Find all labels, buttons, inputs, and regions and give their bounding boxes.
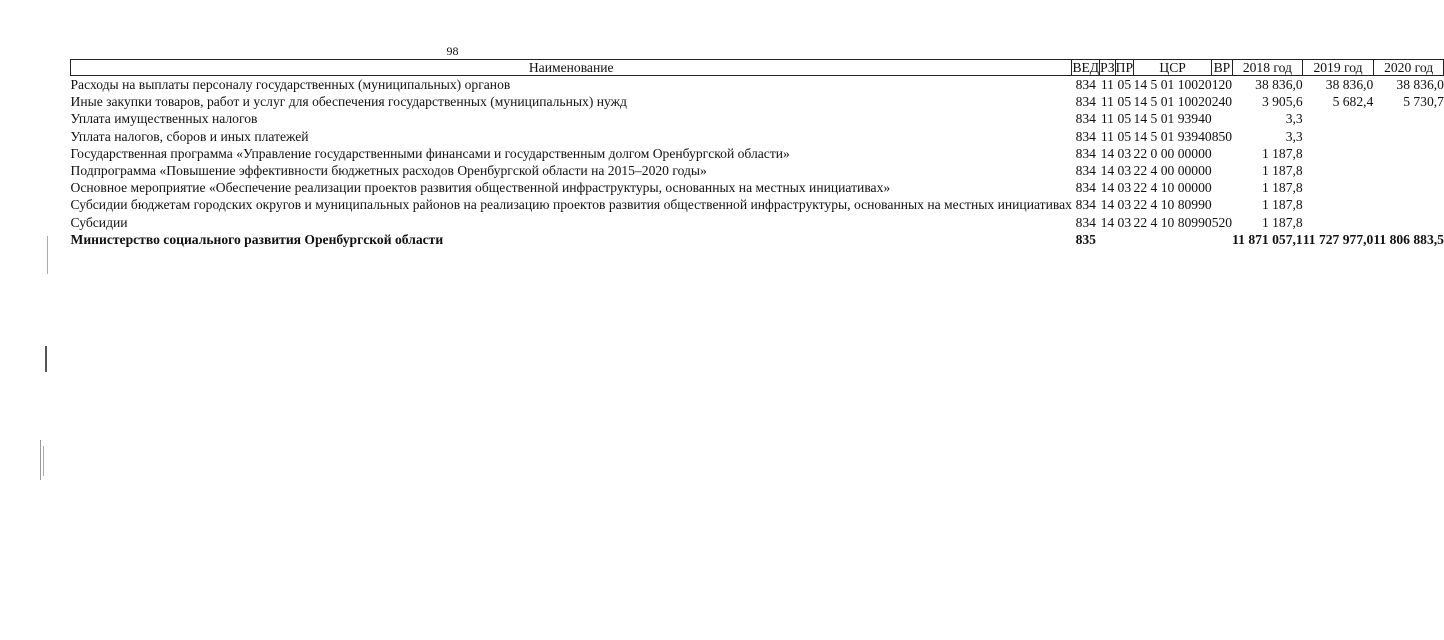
row-vr	[1212, 162, 1232, 179]
row-csr	[1134, 231, 1212, 248]
row-name: Уплата налогов, сборов и иных платежей	[70, 128, 309, 144]
row-ved: 834	[1075, 145, 1096, 161]
row-name: Субсидии бюджетам городских округов и муниципальных районов на реализацию проектов развития общественной инфраструктуры, основанных на местных инициативах	[70, 197, 1072, 213]
row-csr: 14 5 01 93940	[1133, 111, 1212, 127]
row-name: Государственная программа «Управление государственными финансами и государственным долгом Оренбургской области»	[70, 145, 790, 161]
row-2020	[1373, 110, 1444, 127]
row-ved: 834	[1075, 180, 1096, 196]
row-ved: 834	[1075, 128, 1096, 144]
header-name: Наименование	[71, 60, 1072, 76]
row-2018: 1 187,8	[1261, 180, 1303, 196]
table-row	[71, 231, 1444, 248]
row-name: Министерство социального развития Оренбургской области	[70, 231, 444, 247]
row-2019	[1303, 110, 1374, 127]
row-2020	[1373, 214, 1444, 231]
row-2020: 11 806 883,5	[1373, 231, 1444, 247]
header-vr: ВР	[1213, 60, 1231, 75]
row-vr	[1212, 110, 1232, 127]
table-row	[71, 128, 1444, 145]
row-ved: 835	[1075, 231, 1096, 247]
row-pr: 03	[1117, 163, 1132, 179]
row-csr: 22 4 00 00000	[1133, 163, 1212, 179]
header-pr: ПР	[1115, 60, 1134, 75]
row-rz: 11	[1100, 128, 1114, 144]
row-name: Подпрограмма «Повышение эффективности бюджетных расходов Оренбургской области на 2015–2020 годы»	[70, 163, 707, 179]
row-2019	[1303, 128, 1374, 145]
row-rz: 14	[1100, 214, 1115, 230]
table-row	[71, 196, 1444, 213]
row-2018: 3,3	[1285, 128, 1303, 144]
header-ved: ВЕД	[1072, 60, 1100, 75]
row-rz: 14	[1100, 197, 1115, 213]
row-csr: 22 4 10 80990	[1133, 197, 1212, 213]
row-pr	[1115, 231, 1133, 248]
header-rz: РЗ	[1100, 60, 1115, 75]
row-2019	[1303, 196, 1374, 213]
row-pr: 03	[1117, 214, 1132, 230]
row-rz: 14	[1100, 180, 1115, 196]
row-pr: 05	[1117, 77, 1132, 92]
row-rz	[1100, 231, 1116, 248]
row-rz: 11	[1100, 111, 1114, 127]
row-2020: 38 836,0	[1396, 77, 1444, 92]
row-pr: 05	[1117, 111, 1132, 127]
row-2020	[1373, 196, 1444, 213]
row-rz: 14	[1100, 163, 1115, 179]
row-2020: 5 730,7	[1403, 94, 1444, 110]
row-ved: 834	[1075, 163, 1096, 179]
row-name: Иные закупки товаров, работ и услуг для обеспечения государственных (муниципальных) нужд	[70, 94, 627, 110]
row-pr: 05	[1117, 128, 1132, 144]
budget-table	[70, 59, 1444, 248]
header-2019: 2019 год	[1303, 60, 1374, 76]
row-2019: 38 836,0	[1325, 77, 1374, 92]
row-2020	[1373, 128, 1444, 145]
row-2018: 3 905,6	[1261, 94, 1303, 110]
row-vr	[1212, 196, 1232, 213]
header-2020: 2020 год	[1373, 60, 1444, 76]
row-ved: 834	[1075, 111, 1096, 127]
header-2018: 2018 год	[1232, 60, 1303, 76]
header-csr: ЦСР	[1134, 60, 1212, 76]
row-ved: 834	[1075, 214, 1096, 230]
row-csr: 22 4 10 00000	[1133, 180, 1212, 196]
row-2020	[1373, 179, 1444, 196]
row-name: Уплата имущественных налогов	[70, 111, 258, 127]
row-vr: 120	[1211, 77, 1233, 92]
row-name: Расходы на выплаты персоналу государственных (муниципальных) органов	[70, 77, 511, 92]
row-vr: 850	[1211, 128, 1233, 144]
row-pr: 03	[1117, 145, 1132, 161]
row-2019	[1303, 162, 1374, 179]
scan-mark	[43, 446, 44, 476]
row-2018: 11 871 057,1	[1232, 231, 1303, 247]
scan-mark	[40, 440, 41, 480]
row-pr: 03	[1117, 197, 1132, 213]
row-vr: 240	[1211, 94, 1233, 110]
row-ved: 834	[1075, 77, 1096, 92]
row-vr: 520	[1211, 214, 1233, 230]
row-csr: 14 5 01 93940	[1133, 128, 1212, 144]
table-row	[71, 76, 1444, 94]
row-2018: 1 187,8	[1261, 214, 1303, 230]
table-header-row	[71, 60, 1444, 76]
row-2018: 1 187,8	[1261, 163, 1303, 179]
row-2019	[1303, 145, 1374, 162]
row-2019: 11 727 977,0	[1302, 231, 1374, 247]
row-rz: 11	[1100, 94, 1114, 110]
row-2018: 3,3	[1285, 111, 1303, 127]
row-csr: 22 0 00 00000	[1133, 145, 1212, 161]
row-2019	[1303, 214, 1374, 231]
row-pr: 05	[1117, 94, 1132, 110]
row-2018: 1 187,8	[1261, 197, 1303, 213]
row-vr	[1212, 231, 1232, 248]
row-vr	[1212, 145, 1232, 162]
row-2018: 38 836,0	[1255, 77, 1303, 92]
table-row	[71, 214, 1444, 231]
row-2018: 1 187,8	[1261, 145, 1303, 161]
row-vr	[1212, 179, 1232, 196]
row-ved: 834	[1075, 94, 1096, 110]
row-2019	[1303, 179, 1374, 196]
scan-mark	[45, 346, 47, 372]
row-pr: 03	[1117, 180, 1132, 196]
row-name: Субсидии	[70, 214, 128, 230]
table-row	[71, 93, 1444, 110]
table-row	[71, 145, 1444, 162]
row-2020	[1373, 145, 1444, 162]
row-name: Основное мероприятие «Обеспечение реализации проектов развития общественной инфраструктуры, основанных на местных инициативах»	[70, 180, 891, 196]
row-csr: 14 5 01 10020	[1133, 94, 1212, 110]
row-csr: 22 4 10 80990	[1133, 214, 1212, 230]
row-rz: 14	[1100, 145, 1115, 161]
row-2020	[1373, 162, 1444, 179]
table-row	[71, 179, 1444, 196]
page-number: 98	[446, 44, 459, 58]
row-ved: 834	[1075, 197, 1096, 213]
table-row	[71, 162, 1444, 179]
scan-mark	[47, 236, 48, 274]
row-csr: 14 5 01 10020	[1133, 77, 1212, 92]
table-row	[71, 110, 1444, 127]
row-rz: 11	[1100, 77, 1114, 92]
row-2019: 5 682,4	[1332, 94, 1374, 110]
